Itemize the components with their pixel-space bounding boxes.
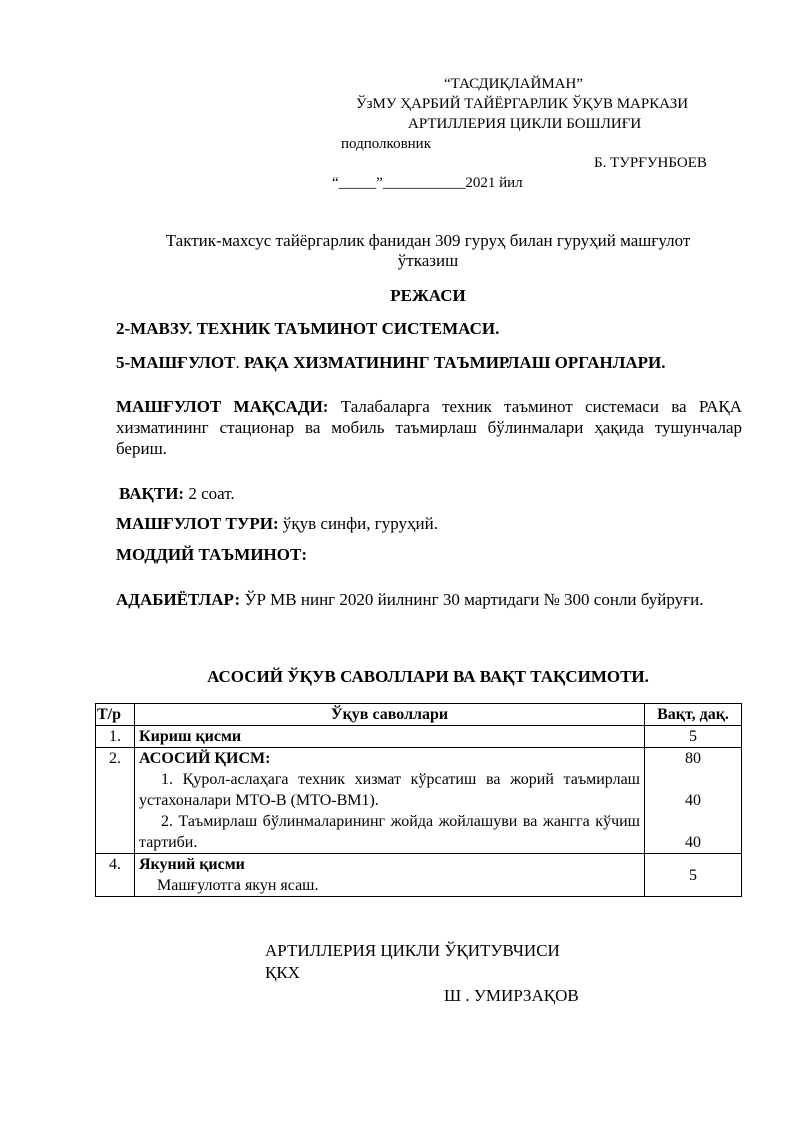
lesson-dot: . [235,353,240,372]
literature-paragraph [116,589,742,610]
header-questions: Ўқув саволлари [135,704,645,726]
type-line [116,514,438,534]
title-line1: Тактик-махсус тайёргарлик фанидан 309 гуруҳ билан гуруҳий машғулот [165,231,691,250]
literature-label: АДАБИЁТЛАР: [116,590,241,609]
time-text: 2 соат. [184,484,235,503]
goal-label: МАШҒУЛОТ МАҚСАДИ: [116,397,329,416]
approval-date: “_____”___________2021 йил [332,175,523,191]
row2-times [645,748,742,854]
signature-position: АРТИЛЛЕРИЯ ЦИКЛИ ЎҚИТУВЧИСИ [265,941,560,960]
signature-rank: ҚКХ [265,963,300,982]
row3-sub: Машғулотга якун ясаш. [157,877,319,894]
type-text: ўқув синфи, гуруҳий. [278,514,438,533]
row2-item1-time: 40 [685,792,701,809]
title-line2: ўтказиш [397,251,459,270]
lesson-label: 5-МАШҒУЛОТ [116,353,236,372]
lesson-text: РАҚА ХИЗМАТИНИНГ ТАЪМИРЛАШ ОРГАНЛАРИ. [239,353,666,372]
time-line [119,484,235,504]
row2-item2: 2. Таъмирлаш бўлинмаларининг жойда жойлашуви ва жангга кўчиш тартиби. [139,813,640,851]
goal-text: Талабаларга техник таъминот системаси ва РАҚА хизматининг стационар ва мобиль таъмирлаш бўлинмалари ҳақида тушунчалар бериш. [116,397,742,458]
lesson [116,353,666,373]
approval-rank: подполковник [341,136,431,152]
table-header-row [96,704,742,726]
section-title: АСОСИЙ ЎҚУВ САВОЛЛАРИ ВА ВАҚТ ТАҚСИМОТИ. [207,667,649,686]
row2-item2-time: 40 [685,834,701,851]
row1-num: 1. [96,726,135,748]
topic: 2-МАВЗУ. ТЕХНИК ТАЪМИНОТ СИСТЕМАСИ. [116,319,500,338]
row3-content [135,854,645,897]
approval-name: Б. ТУРҒУНБОЕВ [594,155,707,171]
table-row [96,748,742,854]
row2-time: 80 [685,750,701,767]
literature-text: ЎР МВ нинг 2020 йилнинг 30 мартидаги № 300 сонли буйруғи. [240,590,704,609]
row1-time: 5 [645,726,742,748]
approval-org: ЎзМУ ҲАРБИЙ ТАЙЁРГАРЛИК ЎҚУВ МАРКАЗИ [356,96,689,112]
header-num: Т/р [96,704,135,726]
header-time: Вақт, дақ. [645,704,742,726]
row2-num: 2. [96,748,135,854]
plan-heading: РЕЖАСИ [390,286,466,305]
material-label: МОДДИЙ ТАЪМИНОТ: [116,545,308,564]
table-row [96,854,742,897]
goal-paragraph [116,396,742,459]
schedule-table [95,703,742,897]
row1-title: Кириш қисми [135,726,645,748]
time-label: ВАҚТИ: [119,484,185,503]
table-row [96,726,742,748]
row3-title: Якуний қисми [139,856,245,873]
row3-num: 4. [96,854,135,897]
signature-name: Ш . УМИРЗАҚОВ [444,986,579,1005]
row3-time: 5 [645,854,742,897]
approval-heading: “ТАСДИҚЛАЙМАН” [444,76,583,92]
row2-content [135,748,645,854]
type-label: МАШҒУЛОТ ТУРИ: [116,514,279,533]
approval-position: АРТИЛЛЕРИЯ ЦИКЛИ БОШЛИҒИ [408,116,642,132]
row2-item1: 1. Қурол-аслаҳага техник хизмат кўрсатиш ва жорий таъмирлаш устахоналари МТО-В (МТО-ВМ1). [139,771,640,809]
row2-title: АСОСИЙ ҚИСМ: [139,750,271,767]
